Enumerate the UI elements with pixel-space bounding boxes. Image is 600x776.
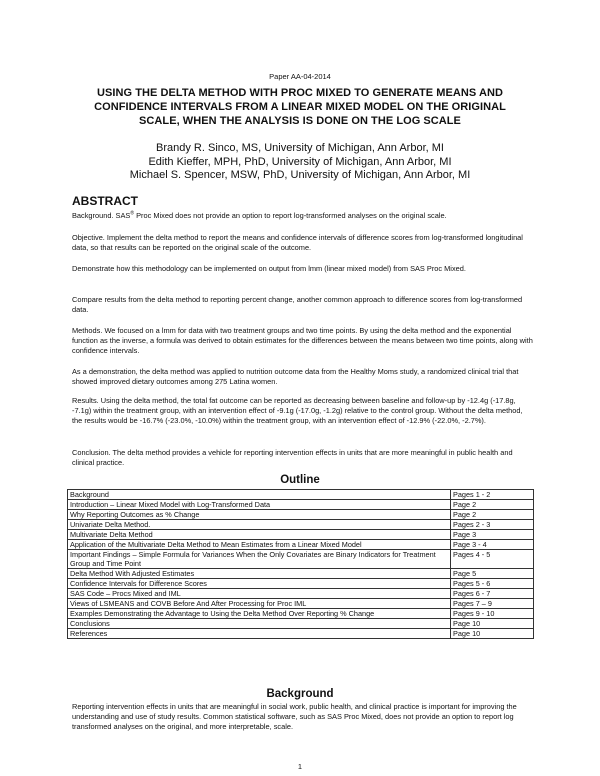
author: Brandy R. Sinco, MS, University of Michigan, Ann Arbor, MI [156,142,444,154]
outline-pages: Page 10 [451,619,534,629]
page-number: 1 [297,762,303,771]
paper-title [60,86,540,128]
registered-mark: ® [130,210,135,217]
background-heading: Background [266,688,334,700]
outline-topic: Examples Demonstrating the Advantage to Using the Delta Method Over Reporting % Change [68,609,451,619]
outline-pages: Page 3 - 4 [451,540,534,550]
outline-pages: Pages 6 - 7 [451,589,534,599]
outline-row [68,619,534,629]
outline-pages: Page 5 [451,569,534,579]
abstract-conclusion: Conclusion. The delta method provides a vehicle for reporting intervention effects in units that are more meaningful in public health and clinical practice. [72,448,513,467]
abstract-objective: Objective. Implement the delta method to report the means and confidence intervals of difference scores from log-transformed longitudinal data, so that results can be reported on the original scale of the outcome. [72,233,523,252]
outline-row [68,609,534,619]
outline-row [68,629,534,639]
outline-topic: Introduction – Linear Mixed Model with Log-Transformed Data [68,500,451,510]
outline-heading: Outline [280,474,320,486]
outline-topic: References [68,629,451,639]
outline-topic: Why Reporting Outcomes as % Change [68,510,451,520]
author-list [0,142,600,183]
abstract-text: Proc Mixed does not provide an option to report log-transformed analyses on the original scale. [134,211,447,220]
outline-row [68,510,534,520]
author: Michael S. Spencer, MSW, PhD, University of Michigan, Ann Arbor, MI [129,169,471,181]
outline-topic: Confidence Intervals for Difference Scores [68,579,451,589]
background-text: Reporting intervention effects in units that are meaningful in social work, public health, and clinical practice is important for improving the understanding and use of study results. Common statistical software, such as SAS Proc Mixed, does not provide an option to report log transformed analyses on the original, and more interpretable, scale. [72,702,517,731]
outline-row [68,579,534,589]
outline-topic: Conclusions [68,619,451,629]
outline-row [68,589,534,599]
outline-row [68,530,534,540]
outline-row [68,599,534,609]
outline-pages: Page 10 [451,629,534,639]
title-line: CONFIDENCE INTERVALS FROM A LINEAR MIXED MODEL ON THE ORIGINAL [94,101,506,113]
abstract-demonstration: As a demonstration, the delta method was applied to nutrition outcome data from the Healthy Moms study, a randomized clinical trial that showed improved dietary outcomes among 275 Latina women. [72,367,519,386]
outline-topic: Delta Method With Adjusted Estimates [68,569,451,579]
outline-pages: Pages 2 - 3 [451,520,534,530]
outline-row [68,500,534,510]
outline-pages: Pages 4 - 5 [451,550,534,569]
abstract-methods: Methods. We focused on a lmm for data with two treatment groups and two time points. By using the delta method and the exponential function as the inverse, a formula was derived to obtain estimates for the differences between the means between two time points, along with confidence intervals. [72,326,533,355]
outline-topic: Univariate Delta Method. [68,520,451,530]
outline-topic: Multivariate Delta Method [68,530,451,540]
outline-table-body [68,490,534,639]
outline-topic: Views of LSMEANS and COVB Before And After Processing for Proc IML [68,599,451,609]
author: Edith Kieffer, MPH, PhD, University of Michigan, Ann Arbor, MI [148,155,452,168]
outline-topic: Important Findings – Simple Formula for Variances When the Only Covariates are Binary Indicators for Treatment Group and Time Point [68,550,451,569]
abstract-background [72,211,534,221]
outline-pages: Pages 7 – 9 [451,599,534,609]
outline-row [68,550,534,569]
abstract-results: Results. Using the delta method, the total fat outcome can be reported as decreasing between baseline and follow-up by -12.4g (-17.8g, -7.1g) within the treatment group, with an intervention effect of -9.1g (-17.0g, -1.2g) relative to the control group. Without the delta method, the results would be -16.7% (-23.0%, -10.0%) within the treatment group, with an intervention effect of -12.9% (-22.0%, -2.7%). [72,396,523,425]
abstract-demonstrate: Demonstrate how this methodology can be implemented on output from lmm (linear mixed model) from SAS Proc Mixed. [72,264,466,273]
outline-row [68,569,534,579]
outline-topic: SAS Code – Procs Mixed and IML [68,589,451,599]
outline-pages: Page 3 [451,530,534,540]
outline-table [67,489,534,639]
outline-pages: Pages 9 - 10 [451,609,534,619]
title-line: USING THE DELTA METHOD WITH PROC MIXED TO GENERATE MEANS AND [97,87,503,99]
abstract-text: Background. SAS [72,211,131,220]
outline-topic: Background [68,490,451,500]
outline-topic: Application of the Multivariate Delta Method to Mean Estimates from a Linear Mixed Model [68,540,451,550]
paper-id: Paper AA-04-2014 [269,72,331,81]
outline-pages: Page 2 [451,510,534,520]
outline-pages: Pages 5 - 6 [451,579,534,589]
title-line: SCALE, WHEN THE ANALYSIS IS DONE ON THE LOG SCALE [139,115,461,127]
outline-pages: Page 2 [451,500,534,510]
outline-pages: Pages 1 - 2 [451,490,534,500]
outline-row [68,490,534,500]
outline-row [68,520,534,530]
abstract-heading: ABSTRACT [72,194,138,208]
abstract-compare: Compare results from the delta method to reporting percent change, another common approach to difference scores from log-transformed data. [72,295,523,314]
outline-row [68,540,534,550]
